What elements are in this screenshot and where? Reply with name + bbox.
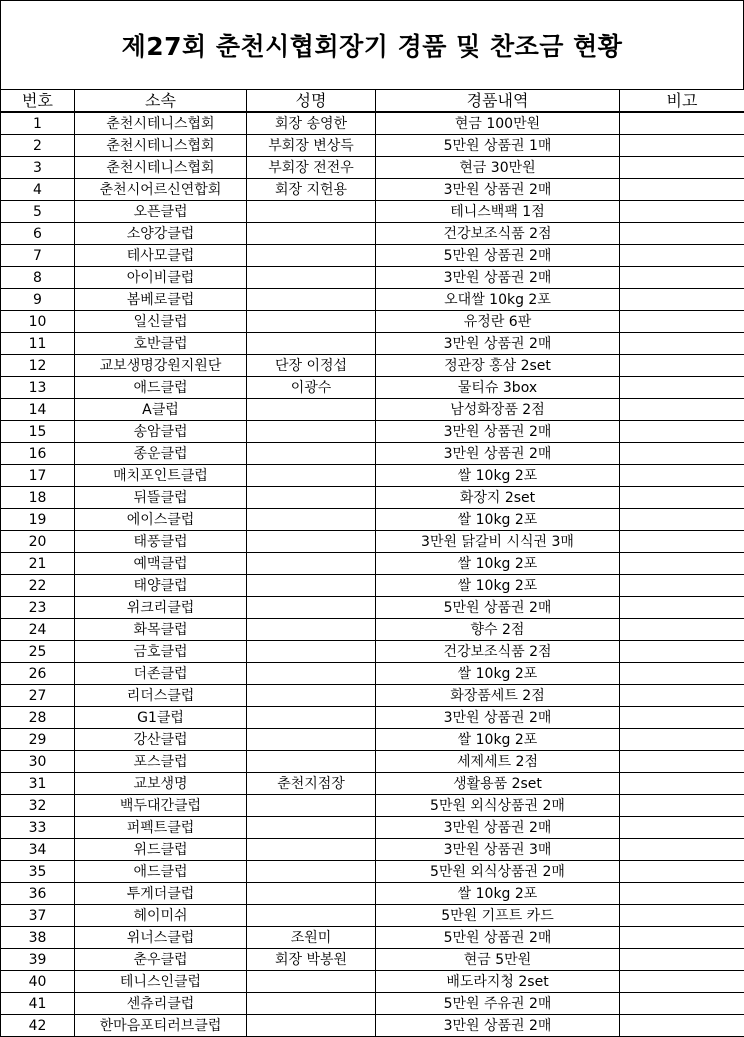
table-row (1, 201, 744, 223)
table-row (1, 971, 744, 993)
cell-prize[interactable]: 5만원 기프트 카드 (376, 905, 620, 927)
cell-number[interactable]: 41 (1, 993, 75, 1015)
cell-name[interactable] (247, 465, 376, 487)
table-row (1, 421, 744, 443)
cell-prize[interactable]: 3만원 닭갈비 시식권 3매 (376, 531, 620, 553)
cell-prize[interactable]: 쌀 10kg 2포 (376, 575, 620, 597)
table-row (1, 839, 744, 861)
cell-number[interactable]: 32 (1, 795, 75, 817)
cell-prize[interactable]: 건강보조식품 2점 (376, 641, 620, 663)
cell-affiliation[interactable]: 애드클럽 (75, 861, 247, 883)
cell-name[interactable] (247, 575, 376, 597)
cell-number[interactable]: 7 (1, 245, 75, 267)
cell-note[interactable] (620, 685, 744, 707)
cell-prize[interactable]: 물티슈 3box (376, 377, 620, 399)
cell-note[interactable] (620, 553, 744, 575)
table-row (1, 531, 744, 553)
cell-prize[interactable]: 배도라지청 2set (376, 971, 620, 993)
table-row (1, 619, 744, 641)
cell-prize[interactable]: 3만원 상품권 2매 (376, 443, 620, 465)
cell-prize[interactable]: 5만원 상품권 2매 (376, 927, 620, 949)
cell-affiliation[interactable]: 위너스클럽 (75, 927, 247, 949)
table-row (1, 157, 744, 179)
cell-number[interactable]: 21 (1, 553, 75, 575)
cell-name[interactable] (247, 861, 376, 883)
cell-affiliation[interactable]: 리더스클럽 (75, 685, 247, 707)
cell-prize[interactable]: 테니스백팩 1점 (376, 201, 620, 223)
cell-note[interactable] (620, 179, 744, 201)
cell-name[interactable]: 부회장 전전우 (247, 157, 376, 179)
page-title: 제27회 춘천시협회장기 경품 및 찬조금 현황 (122, 27, 623, 63)
cell-prize[interactable]: 5만원 외식상품권 2매 (376, 861, 620, 883)
cell-prize[interactable]: 3만원 상품권 2매 (376, 817, 620, 839)
cell-affiliation[interactable]: 위드클럽 (75, 839, 247, 861)
cell-note[interactable] (620, 465, 744, 487)
cell-name[interactable] (247, 817, 376, 839)
table-row (1, 707, 744, 729)
title-cell[interactable] (0, 0, 744, 89)
cell-note[interactable] (620, 245, 744, 267)
cell-note[interactable] (620, 905, 744, 927)
cell-number[interactable]: 13 (1, 377, 75, 399)
cell-note[interactable] (620, 597, 744, 619)
cell-number[interactable]: 18 (1, 487, 75, 509)
cell-affiliation[interactable]: 오픈클럽 (75, 201, 247, 223)
cell-affiliation[interactable]: 테사모클럽 (75, 245, 247, 267)
table-row (1, 465, 744, 487)
cell-number[interactable]: 31 (1, 773, 75, 795)
cell-name[interactable] (247, 641, 376, 663)
cell-affiliation[interactable]: 예맥클럽 (75, 553, 247, 575)
cell-affiliation[interactable]: 종운클럽 (75, 443, 247, 465)
cell-number[interactable]: 36 (1, 883, 75, 905)
cell-affiliation[interactable]: 호반클럽 (75, 333, 247, 355)
cell-affiliation[interactable]: 봄베로클럽 (75, 289, 247, 311)
cell-number[interactable]: 16 (1, 443, 75, 465)
cell-prize[interactable]: 향수 2점 (376, 619, 620, 641)
table-row (1, 377, 744, 399)
cell-name[interactable] (247, 223, 376, 245)
cell-prize[interactable]: 5만원 주유권 2매 (376, 993, 620, 1015)
cell-note[interactable] (620, 531, 744, 553)
cell-number[interactable]: 37 (1, 905, 75, 927)
table-row (1, 795, 744, 817)
cell-affiliation[interactable]: 포스클럽 (75, 751, 247, 773)
cell-affiliation[interactable]: 소양강클럽 (75, 223, 247, 245)
cell-prize[interactable]: 화장지 2set (376, 487, 620, 509)
cell-number[interactable]: 15 (1, 421, 75, 443)
cell-number[interactable]: 24 (1, 619, 75, 641)
header-prize[interactable]: 경품내역 (376, 90, 620, 113)
cell-prize[interactable]: 쌀 10kg 2포 (376, 465, 620, 487)
cell-number[interactable]: 26 (1, 663, 75, 685)
cell-note[interactable] (620, 157, 744, 179)
cell-note[interactable] (620, 883, 744, 905)
cell-number[interactable]: 6 (1, 223, 75, 245)
cell-note[interactable] (620, 641, 744, 663)
cell-name[interactable] (247, 245, 376, 267)
table-row (1, 112, 744, 135)
table-row (1, 267, 744, 289)
cell-note[interactable] (620, 267, 744, 289)
cell-name[interactable] (247, 905, 376, 927)
table-row (1, 685, 744, 707)
table-row (1, 333, 744, 355)
cell-note[interactable] (620, 333, 744, 355)
cell-note[interactable] (620, 993, 744, 1015)
cell-affiliation[interactable]: 춘천시테니스협회 (75, 112, 247, 135)
cell-note[interactable] (620, 773, 744, 795)
table-row (1, 223, 744, 245)
cell-name[interactable] (247, 509, 376, 531)
cell-note[interactable] (620, 839, 744, 861)
cell-affiliation[interactable]: 아이비클럽 (75, 267, 247, 289)
cell-number[interactable]: 20 (1, 531, 75, 553)
cell-note[interactable] (620, 112, 744, 135)
cell-note[interactable] (620, 223, 744, 245)
cell-affiliation[interactable]: 춘천시테니스협회 (75, 157, 247, 179)
cell-name[interactable]: 회장 박봉원 (247, 949, 376, 971)
cell-name[interactable] (247, 443, 376, 465)
table-row (1, 1015, 744, 1037)
table-row (1, 179, 744, 201)
cell-note[interactable] (620, 927, 744, 949)
cell-prize[interactable]: 3만원 상품권 2매 (376, 1015, 620, 1037)
table-row (1, 509, 744, 531)
cell-prize[interactable]: 화장품세트 2점 (376, 685, 620, 707)
cell-affiliation[interactable]: 투게더클럽 (75, 883, 247, 905)
cell-number[interactable]: 11 (1, 333, 75, 355)
cell-prize[interactable]: 세제세트 2점 (376, 751, 620, 773)
table-row (1, 443, 744, 465)
cell-note[interactable] (620, 201, 744, 223)
cell-affiliation[interactable]: A클럽 (75, 399, 247, 421)
cell-number[interactable]: 10 (1, 311, 75, 333)
cell-note[interactable] (620, 289, 744, 311)
cell-affiliation[interactable]: 일신클럽 (75, 311, 247, 333)
cell-number[interactable]: 39 (1, 949, 75, 971)
table-body (1, 112, 744, 1037)
cell-number[interactable]: 23 (1, 597, 75, 619)
cell-name[interactable] (247, 663, 376, 685)
cell-affiliation[interactable]: 강산클럽 (75, 729, 247, 751)
cell-name[interactable] (247, 597, 376, 619)
cell-affiliation[interactable]: 교보생명 (75, 773, 247, 795)
cell-affiliation[interactable]: 한마음포티러브클럽 (75, 1015, 247, 1037)
table-row (1, 773, 744, 795)
header-row (1, 90, 744, 113)
cell-affiliation[interactable]: 센츄리클럽 (75, 993, 247, 1015)
cell-prize[interactable]: 건강보조식품 2점 (376, 223, 620, 245)
cell-affiliation[interactable]: G1클럽 (75, 707, 247, 729)
cell-prize[interactable]: 3만원 상품권 2매 (376, 267, 620, 289)
cell-name[interactable]: 회장 송영한 (247, 112, 376, 135)
cell-note[interactable] (620, 509, 744, 531)
cell-prize[interactable]: 남성화장품 2점 (376, 399, 620, 421)
cell-name[interactable] (247, 1015, 376, 1037)
cell-prize[interactable]: 3만원 상품권 2매 (376, 333, 620, 355)
cell-name[interactable] (247, 685, 376, 707)
cell-number[interactable]: 30 (1, 751, 75, 773)
cell-name[interactable] (247, 289, 376, 311)
cell-number[interactable]: 2 (1, 135, 75, 157)
cell-name[interactable]: 회장 지헌용 (247, 179, 376, 201)
table-row (1, 575, 744, 597)
cell-prize[interactable]: 5만원 상품권 2매 (376, 597, 620, 619)
cell-prize[interactable]: 생활용품 2set (376, 773, 620, 795)
cell-number[interactable]: 9 (1, 289, 75, 311)
table-row (1, 729, 744, 751)
cell-number[interactable]: 34 (1, 839, 75, 861)
cell-name[interactable] (247, 619, 376, 641)
cell-note[interactable] (620, 861, 744, 883)
table-row (1, 311, 744, 333)
cell-number[interactable]: 38 (1, 927, 75, 949)
cell-note[interactable] (620, 443, 744, 465)
cell-number[interactable]: 5 (1, 201, 75, 223)
cell-affiliation[interactable]: 교보생명강원지원단 (75, 355, 247, 377)
table-row (1, 949, 744, 971)
cell-prize[interactable]: 현금 30만원 (376, 157, 620, 179)
cell-number[interactable]: 8 (1, 267, 75, 289)
cell-name[interactable]: 이광수 (247, 377, 376, 399)
cell-name[interactable] (247, 729, 376, 751)
cell-name[interactable] (247, 707, 376, 729)
cell-name[interactable] (247, 971, 376, 993)
table-row (1, 245, 744, 267)
cell-number[interactable]: 12 (1, 355, 75, 377)
table-row (1, 663, 744, 685)
cell-note[interactable] (620, 795, 744, 817)
cell-note[interactable] (620, 971, 744, 993)
cell-number[interactable]: 25 (1, 641, 75, 663)
cell-number[interactable]: 40 (1, 971, 75, 993)
cell-number[interactable]: 22 (1, 575, 75, 597)
table-row (1, 641, 744, 663)
cell-affiliation[interactable]: 퍼펙트클럽 (75, 817, 247, 839)
cell-number[interactable]: 33 (1, 817, 75, 839)
header-name[interactable]: 성명 (247, 90, 376, 113)
cell-note[interactable] (620, 421, 744, 443)
cell-prize[interactable]: 5만원 외식상품권 2매 (376, 795, 620, 817)
cell-note[interactable] (620, 663, 744, 685)
cell-prize[interactable]: 3만원 상품권 2매 (376, 421, 620, 443)
cell-note[interactable] (620, 949, 744, 971)
cell-name[interactable] (247, 311, 376, 333)
cell-name[interactable] (247, 795, 376, 817)
cell-affiliation[interactable]: 매치포인트클럽 (75, 465, 247, 487)
cell-affiliation[interactable]: 헤이미쉬 (75, 905, 247, 927)
cell-affiliation[interactable]: 위크리클럽 (75, 597, 247, 619)
header-affiliation[interactable]: 소속 (75, 90, 247, 113)
cell-prize[interactable]: 현금 5만원 (376, 949, 620, 971)
cell-note[interactable] (620, 135, 744, 157)
cell-note[interactable] (620, 575, 744, 597)
cell-name[interactable] (247, 487, 376, 509)
cell-prize[interactable]: 쌀 10kg 2포 (376, 663, 620, 685)
table-row (1, 355, 744, 377)
table-row (1, 751, 744, 773)
cell-number[interactable]: 3 (1, 157, 75, 179)
table-row (1, 861, 744, 883)
cell-affiliation[interactable]: 춘천시테니스협회 (75, 135, 247, 157)
cell-prize[interactable]: 5만원 상품권 2매 (376, 245, 620, 267)
cell-number[interactable]: 27 (1, 685, 75, 707)
cell-prize[interactable]: 쌀 10kg 2포 (376, 729, 620, 751)
table-row (1, 927, 744, 949)
cell-number[interactable]: 42 (1, 1015, 75, 1037)
cell-note[interactable] (620, 1015, 744, 1037)
cell-affiliation[interactable]: 춘우클럽 (75, 949, 247, 971)
table-row (1, 905, 744, 927)
cell-affiliation[interactable]: 더존클럽 (75, 663, 247, 685)
cell-note[interactable] (620, 707, 744, 729)
cell-note[interactable] (620, 487, 744, 509)
cell-prize[interactable]: 쌀 10kg 2포 (376, 553, 620, 575)
cell-name[interactable] (247, 553, 376, 575)
cell-prize[interactable]: 정관장 홍삼 2set (376, 355, 620, 377)
cell-note[interactable] (620, 355, 744, 377)
cell-prize[interactable]: 3만원 상품권 2매 (376, 707, 620, 729)
cell-name[interactable]: 부회장 변상득 (247, 135, 376, 157)
cell-name[interactable] (247, 201, 376, 223)
cell-note[interactable] (620, 729, 744, 751)
cell-name[interactable]: 춘천지점장 (247, 773, 376, 795)
cell-name[interactable] (247, 839, 376, 861)
header-note[interactable]: 비고 (620, 90, 744, 113)
cell-prize[interactable]: 유정란 6판 (376, 311, 620, 333)
cell-name[interactable] (247, 751, 376, 773)
table-row (1, 553, 744, 575)
cell-name[interactable] (247, 883, 376, 905)
cell-number[interactable]: 14 (1, 399, 75, 421)
cell-affiliation[interactable]: 송암클럽 (75, 421, 247, 443)
cell-affiliation[interactable]: 테니스인클럽 (75, 971, 247, 993)
table-row (1, 399, 744, 421)
cell-name[interactable] (247, 267, 376, 289)
cell-affiliation[interactable]: 태양클럽 (75, 575, 247, 597)
table-row (1, 289, 744, 311)
cell-note[interactable] (620, 817, 744, 839)
cell-note[interactable] (620, 399, 744, 421)
cell-name[interactable] (247, 993, 376, 1015)
cell-note[interactable] (620, 311, 744, 333)
cell-note[interactable] (620, 619, 744, 641)
cell-number[interactable]: 29 (1, 729, 75, 751)
cell-number[interactable]: 4 (1, 179, 75, 201)
cell-name[interactable] (247, 421, 376, 443)
cell-affiliation[interactable]: 애드클럽 (75, 377, 247, 399)
table-row (1, 883, 744, 905)
cell-number[interactable]: 19 (1, 509, 75, 531)
cell-affiliation[interactable]: 금호클럽 (75, 641, 247, 663)
cell-name[interactable] (247, 531, 376, 553)
cell-prize[interactable]: 5만원 상품권 1매 (376, 135, 620, 157)
cell-prize[interactable]: 3만원 상품권 2매 (376, 179, 620, 201)
cell-affiliation[interactable]: 에이스클럽 (75, 509, 247, 531)
cell-affiliation[interactable]: 태풍클럽 (75, 531, 247, 553)
cell-affiliation[interactable]: 춘천시어르신연합회 (75, 179, 247, 201)
header-number[interactable]: 번호 (1, 90, 75, 113)
table-row (1, 597, 744, 619)
cell-prize[interactable]: 쌀 10kg 2포 (376, 509, 620, 531)
cell-name[interactable]: 단장 이정섭 (247, 355, 376, 377)
prize-table (0, 89, 744, 1037)
cell-name[interactable] (247, 399, 376, 421)
cell-number[interactable]: 1 (1, 112, 75, 135)
cell-affiliation[interactable]: 백두대간클럽 (75, 795, 247, 817)
cell-name[interactable] (247, 333, 376, 355)
cell-number[interactable]: 17 (1, 465, 75, 487)
cell-name[interactable]: 조원미 (247, 927, 376, 949)
cell-prize[interactable]: 오대쌀 10kg 2포 (376, 289, 620, 311)
table-row (1, 993, 744, 1015)
cell-note[interactable] (620, 377, 744, 399)
cell-affiliation[interactable]: 뒤뜰클럽 (75, 487, 247, 509)
cell-affiliation[interactable]: 화목클럽 (75, 619, 247, 641)
cell-prize[interactable]: 현금 100만원 (376, 112, 620, 135)
cell-number[interactable]: 35 (1, 861, 75, 883)
cell-note[interactable] (620, 751, 744, 773)
table-row (1, 487, 744, 509)
table-row (1, 817, 744, 839)
cell-prize[interactable]: 쌀 10kg 2포 (376, 883, 620, 905)
cell-prize[interactable]: 3만원 상품권 3매 (376, 839, 620, 861)
cell-number[interactable]: 28 (1, 707, 75, 729)
table-row (1, 135, 744, 157)
